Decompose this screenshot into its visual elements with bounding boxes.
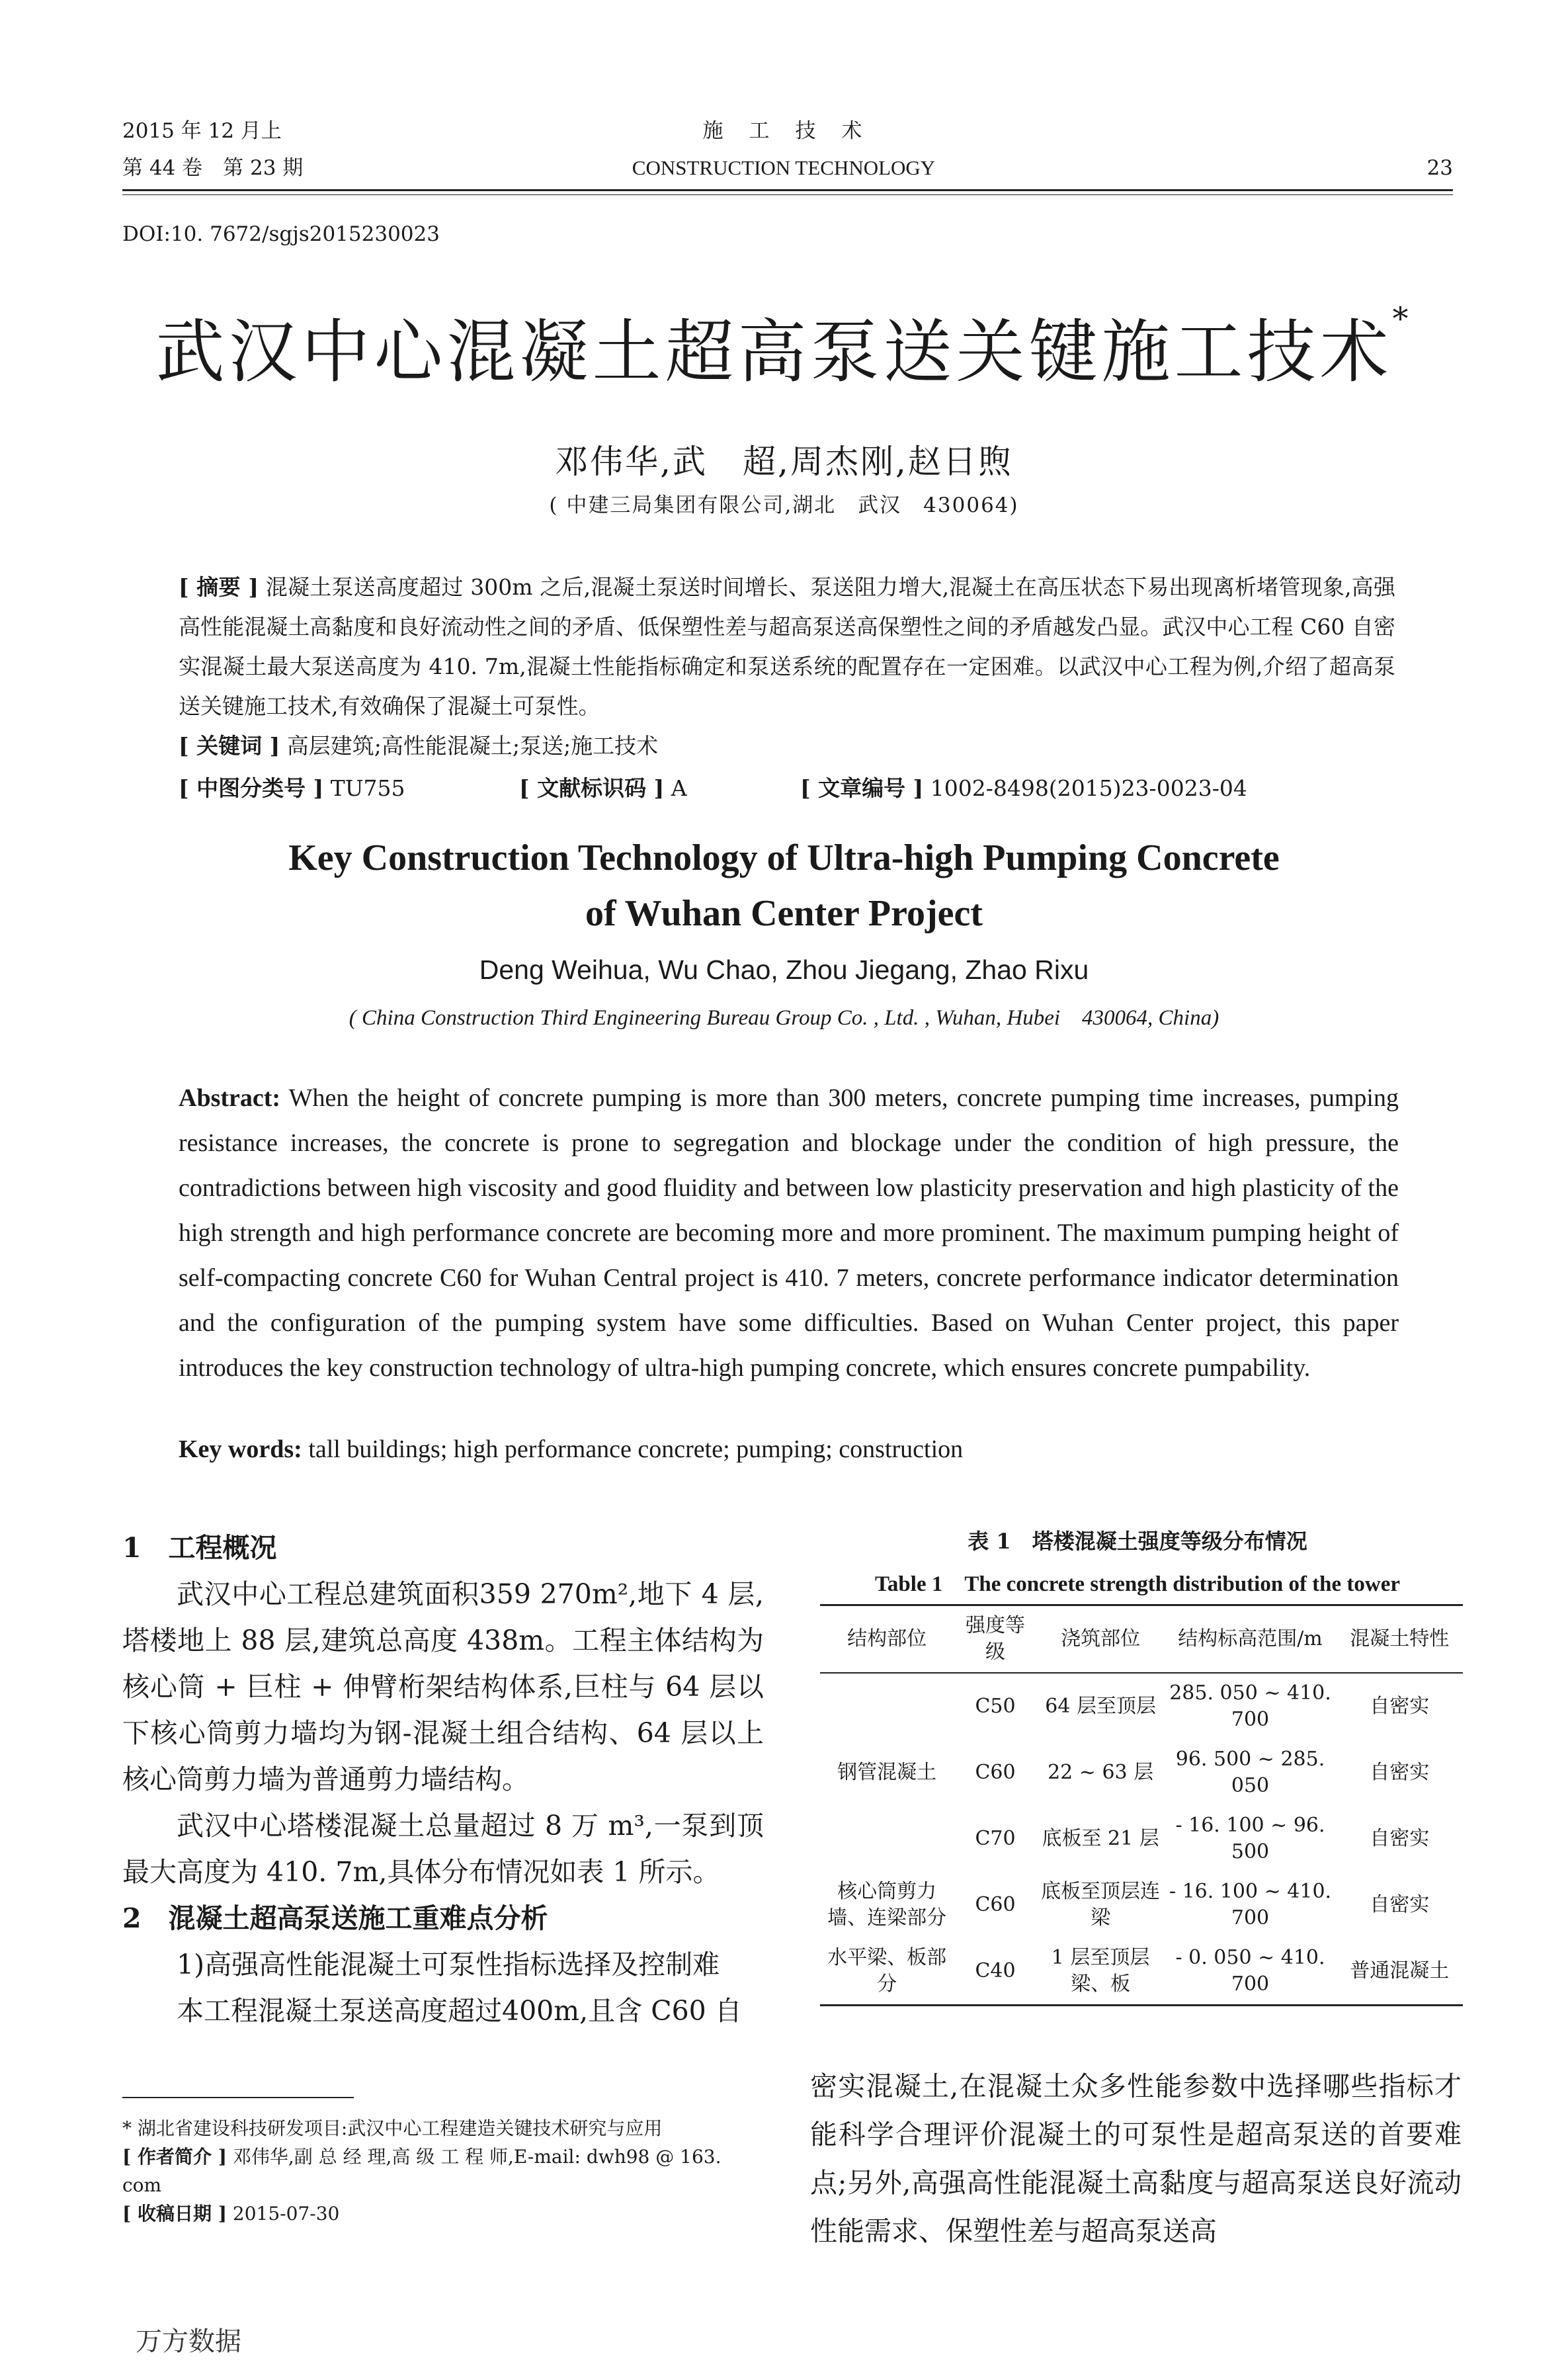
section-1-paragraph-2: 武汉中心塔楼混凝土总量超过 8 万 m³,一泵到顶最大高度为 410. 7m,具体分布情况如表 1 所示。 — [122, 1810, 764, 1888]
cell-pour: 底板至顶层连梁 — [1041, 1880, 1161, 1930]
cell-elevation: 96. 500 ~ 285. 050 — [1175, 1748, 1325, 1797]
doi: DOI:10. 7672/sgjs2015230023 — [122, 222, 440, 246]
header-grade: 强度等级 — [966, 1614, 1026, 1664]
doc-code — [519, 771, 687, 802]
table-row — [820, 1872, 1463, 1938]
title-en-line1: Key Construction Technology of Ultra-high Pumping Concrete — [288, 837, 1280, 878]
footnote-rule — [122, 2097, 354, 2098]
cell-pour: 1 层至顶层梁、板 — [1051, 1946, 1150, 1996]
header-rule-thin — [122, 194, 1453, 195]
cell-pour: 64 层至顶层 — [1045, 1695, 1156, 1718]
table-row — [820, 1673, 1463, 1740]
affiliation-cn: ( 中建三局集团有限公司,湖北 武汉 430064) — [549, 493, 1019, 517]
cell-elevation: - 0. 050 ~ 410. 700 — [1175, 1946, 1325, 1996]
cell-grade: C60 — [975, 1761, 1016, 1784]
authors-cn: 邓伟华,武 超,周杰刚,赵日煦 — [555, 443, 1013, 481]
keywords-cn-label: [ 关键词 ] — [179, 733, 280, 759]
doc-label: [ 文献标识码 ] — [519, 775, 665, 801]
article-number — [800, 771, 1247, 802]
article-label: [ 文章编号 ] — [800, 775, 924, 801]
footnote-author — [122, 2143, 764, 2199]
cell-pour: 22 ~ 63 层 — [1048, 1761, 1154, 1784]
cell-property: 普通混凝土 — [1350, 1959, 1450, 1982]
abstract-en — [179, 1076, 1399, 1390]
cell-structure: 水平梁、板部分 — [827, 1946, 947, 1996]
journal-title-cn: 施 工 技 术 — [702, 119, 865, 143]
cell-grade: C50 — [975, 1695, 1016, 1718]
header-rule-thick — [122, 189, 1453, 191]
keywords-cn-text: 高层建筑;高性能混凝土;泵送;施工技术 — [286, 733, 659, 759]
header-property: 混凝土特性 — [1350, 1627, 1450, 1650]
cell-grade: C40 — [975, 1959, 1016, 1982]
table-1-caption-cn: 表 1 塔楼混凝土强度等级分布情况 — [968, 1529, 1307, 1554]
clc-number — [179, 771, 405, 802]
author-text: 邓伟华,副 总 经 理,高 级 工 程 师,E-mail: dwh98 @ 163. com — [122, 2146, 722, 2196]
clc-label: [ 中图分类号 ] — [179, 775, 324, 801]
doc-value: A — [671, 775, 687, 801]
volume-issue: 第 44 卷 第 23 期 — [122, 156, 304, 180]
footnote-received — [122, 2199, 764, 2228]
table-row — [820, 1938, 1463, 2006]
cell-grade: C70 — [975, 1827, 1016, 1850]
authors-en: Deng Weihua, Wu Chao, Zhou Jiegang, Zhao Rixu — [479, 955, 1089, 985]
cell-elevation: 285. 050 ~ 410. 700 — [1169, 1681, 1331, 1731]
section-2-heading: 2 混凝土超高泵送施工重难点分析 — [122, 1902, 548, 1934]
section-2-paragraph-1: 本工程混凝土泵送高度超过400m,且含 C60 自 — [177, 1995, 742, 2027]
footnote-fund: * 湖北省建设科技研发项目:武汉中心工程建造关键技术研究与应用 — [122, 2117, 663, 2139]
footnotes — [122, 2114, 764, 2228]
section-2-subheading: 1)高强高性能混凝土可泵性指标选择及控制难 — [177, 1949, 720, 1980]
cell-elevation: - 16. 100 ~ 410. 700 — [1169, 1880, 1332, 1930]
cell-property: 自密实 — [1370, 1827, 1430, 1850]
table-header-row — [820, 1605, 1463, 1674]
table-1 — [820, 1604, 1463, 2006]
section-1-heading: 1 工程概况 — [122, 1532, 277, 1564]
cell-elevation: - 16. 100 ~ 96. 500 — [1175, 1814, 1325, 1863]
article-title-cn — [0, 296, 1568, 396]
header-elevation: 结构标高范围/m — [1178, 1627, 1323, 1650]
abstract-en-label: Abstract: — [179, 1084, 281, 1112]
header-pour-area: 浇筑部位 — [1061, 1627, 1141, 1650]
table-1-caption-en: Table 1 The concrete strength distribution of the tower — [874, 1572, 1401, 1596]
title-text: 武汉中心混凝土超高泵送关键施工技术 — [155, 312, 1393, 392]
journal-title-en: CONSTRUCTION TECHNOLOGY — [632, 156, 936, 179]
keywords-en-text: tall buildings; high performance concrete; pumping; construction — [308, 1435, 964, 1463]
cell-property: 自密实 — [1370, 1695, 1430, 1718]
cell-structure: 钢管混凝土 — [837, 1761, 937, 1784]
title-en-line2: of Wuhan Center Project — [585, 893, 983, 934]
page-number: 23 — [1426, 156, 1453, 180]
abstract-cn — [179, 568, 1395, 766]
watermark-text: 万方数据 — [136, 2326, 241, 2357]
cell-property: 自密实 — [1370, 1893, 1430, 1916]
abstract-cn-text: 混凝土泵送高度超过 300m 之后,混凝土泵送时间增长、泵送阻力增大,混凝土在高压状态下易出现离析堵管现象,高强高性能混凝土高黏度和良好流动性之间的矛盾、低保塑性差与超高泵送高保塑性之间的矛盾越发凸显。武汉中心工程 C60 自密实混凝土最大泵送高度为 410. 7m,混凝土性能指标确定和泵送系统的配置存在一定困难。以武汉中心工程为例,介绍了超高泵送关键施工技术,有效确保了混凝土可泵性。 — [179, 574, 1395, 719]
keywords-en-label: Key words: — [179, 1435, 302, 1463]
body-right-column: 密实混凝土,在混凝土众多性能参数中选择哪些指标才能科学合理评价混凝土的可泵性是超高泵送的首要难点;另外,高强高性能混凝土高黏度与超高泵送良好流动性能需求、保塑性差与超高泵送高 — [810, 2070, 1462, 2247]
title-footnote-mark: * — [1392, 300, 1413, 337]
article-value: 1002-8498(2015)23-0023-04 — [930, 775, 1247, 801]
abstract-en-text: When the height of concrete pumping is more than 300 meters, concrete pumping time increases, pumping resistance increases, the concrete is prone to segregation and blockage under the condition of high pressure, the contradictions between high viscosity and good fluidity and between low plasticity preservation and high plasticity of the high strength and high performance concrete are becoming more and more prominent. The maximum pumping height of self-compacting concrete C60 for Wuhan Central project is 410. 7 meters, concrete performance indicator determination and the configuration of the pumping system have some difficulties. Based on Wuhan Center project, this paper introduces the key construction technology of ultra-high pumping concrete, which ensures concrete pumpability. — [179, 1084, 1399, 1382]
received-label: [ 收稿日期 ] — [122, 2203, 227, 2225]
cell-property: 自密实 — [1370, 1761, 1430, 1784]
article-title-en — [0, 830, 1568, 941]
header-structure: 结构部位 — [847, 1627, 927, 1650]
keywords-en — [179, 1435, 1399, 1464]
section-1-paragraph-1: 武汉中心工程总建筑面积359 270m²,地下 4 层,塔楼地上 88 层,建筑总高度 438m。工程主体结构为核心筒 + 巨柱 + 伸臂桁架结构体系,巨柱与 64 层以下核心筒剪力墙均为钢-混凝土组合结构、64 层以上核心筒剪力墙为普通剪力墙结构。 — [122, 1578, 764, 1795]
body-left-column — [122, 1525, 764, 2034]
cell-structure: 核心筒剪力墙、连梁部分 — [827, 1880, 947, 1930]
cell-pour: 底板至 21 层 — [1042, 1827, 1159, 1850]
clc-value: TU755 — [330, 775, 405, 801]
received-text: 2015-07-30 — [232, 2203, 340, 2225]
cell-grade: C60 — [975, 1893, 1016, 1916]
issue-date: 2015 年 12 月上 — [122, 119, 282, 143]
affiliation-en: ( China Construction Third Engineering Bureau Group Co. , Ltd. , Wuhan, Hubei 430064, China) — [349, 1006, 1219, 1030]
author-label: [ 作者简介 ] — [122, 2146, 227, 2168]
abstract-cn-label: [ 摘要 ] — [179, 574, 259, 600]
